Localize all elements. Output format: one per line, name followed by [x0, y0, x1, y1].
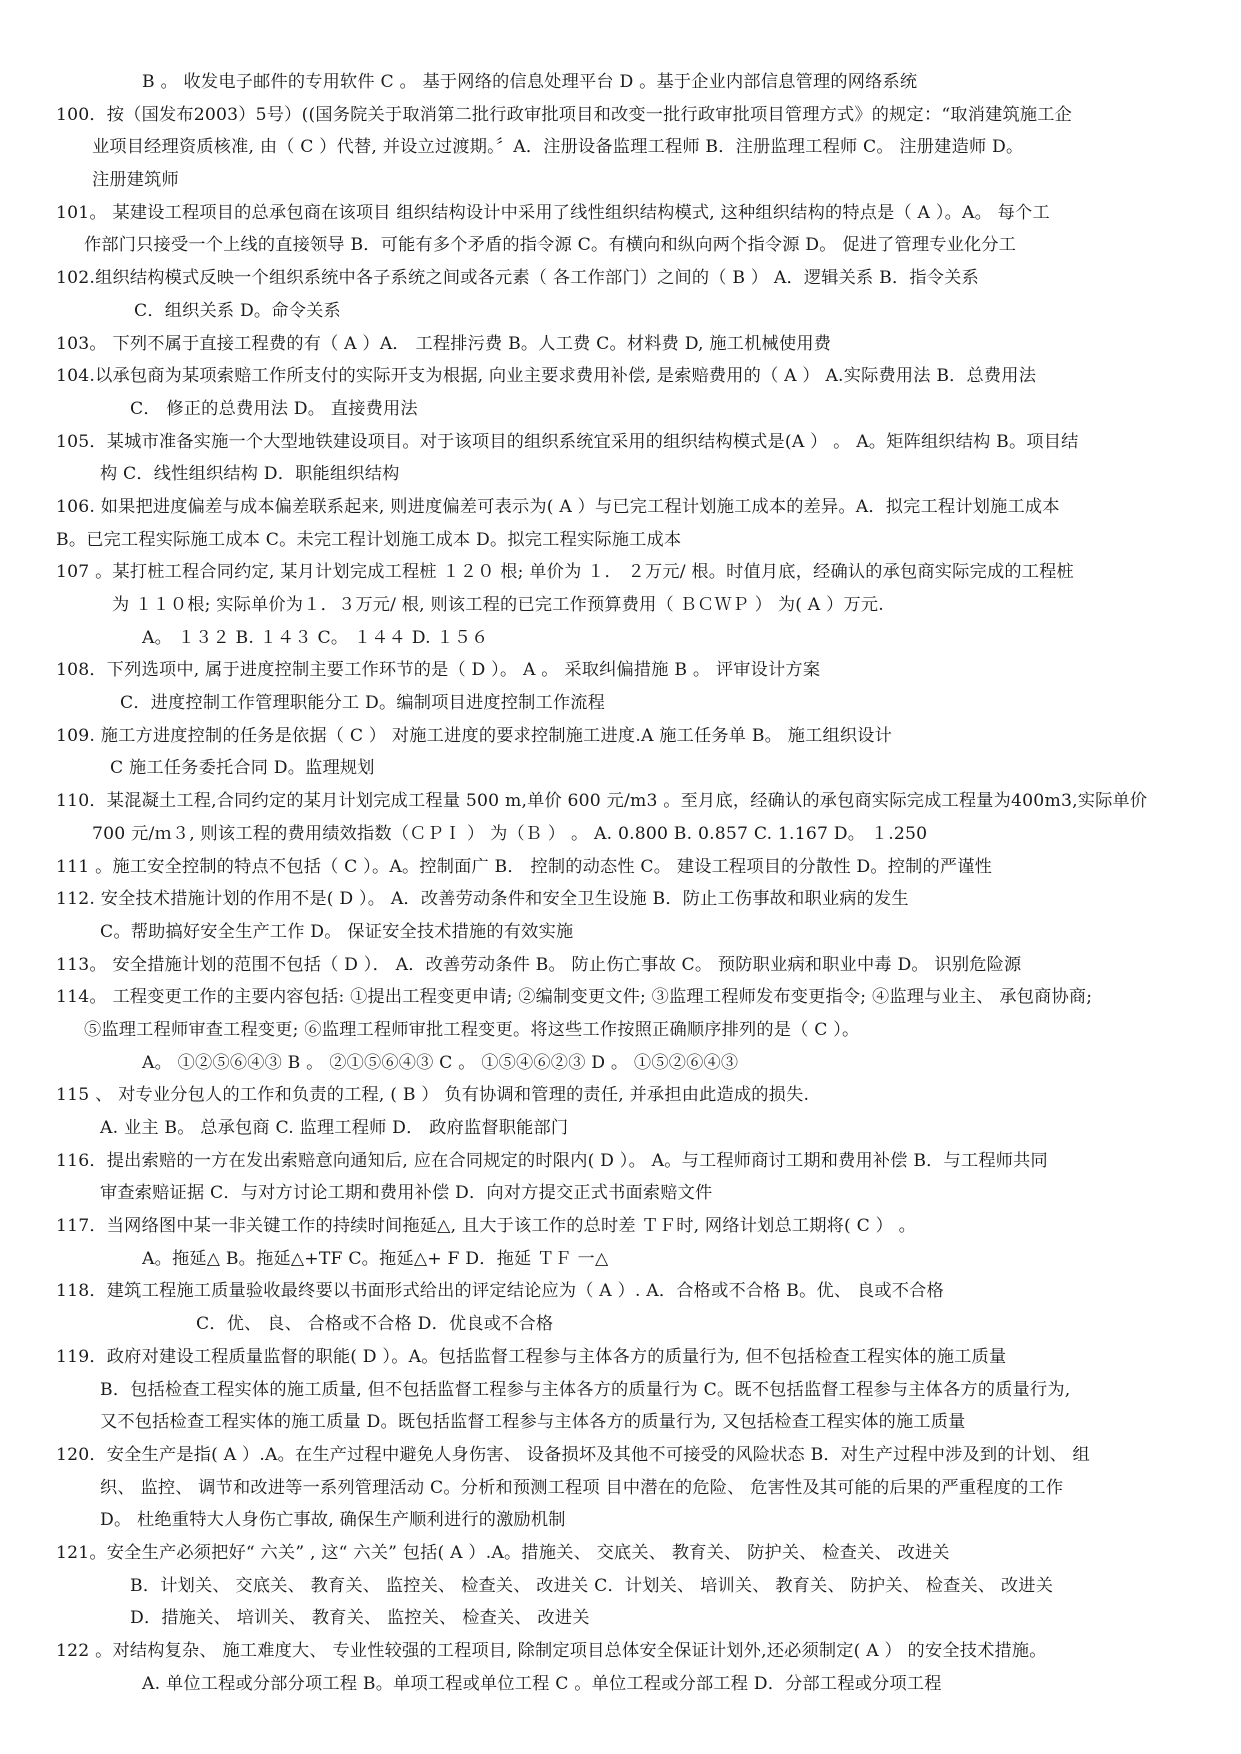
text-line: A。 ①②⑤⑥④③ B 。 ②①⑤⑥④③ C 。 ①⑤④⑥②③ D 。 ①⑤②⑥④③	[142, 1052, 739, 1073]
text-line: B 。 收发电子邮件的专用软件 C 。 基于网络的信息处理平台 D 。基于企业内部信息管理的网络系统	[142, 72, 918, 92]
question-113: 113。 安全措施计划的范围不包括（ D ）． A．改善劳动条件 B。 防止伤亡事故 C。 预防职业病和职业中毒 D。 识别危险源	[56, 954, 1022, 975]
text-line: A。拖延△ B。拖延△+TF C。拖延△+ F D．拖延 ＴＦ 一△	[142, 1248, 609, 1269]
text-line: ⑤监理工程师审查工程变更; ⑥监理工程师审批工程变更。将这些工作按照正确顺序排列的是（ C ）。	[84, 1019, 860, 1040]
text-line: 又不包括检查工程实体的施工质量 D。既包括监督工程参与主体各方的质量行为, 又包括检查工程实体的施工质量	[100, 1412, 966, 1433]
question-119: 119．政府对建设工程质量监督的职能( D ）。A。包括监督工程参与主体各方的质量行为, 但不包括检查工程实体的施工质量	[56, 1346, 1007, 1367]
text-line: C．优、 良、 合格或不合格 D．优良或不合格	[196, 1314, 554, 1335]
text-line: C。帮助搞好安全生产工作 D。 保证安全技术措施的有效实施	[100, 921, 574, 942]
question-111: 111 。施工安全控制的特点不包括（ C ）。A。控制面广 B． 控制的动态性 C。 建设工程项目的分散性 D。控制的严谨性	[56, 856, 993, 877]
text-line: 700 元/ｍ３, 则该工程的费用绩效指数（ＣＰＩ ） 为（Ｂ ） 。 A. 0.800 B. 0.857 C. 1.167 D。 １.250	[92, 823, 928, 844]
question-115: 115 、 对专业分包人的工作和负责的工程, ( B ） 负有协调和管理的责任, 并承担由此造成的损失.	[56, 1085, 810, 1106]
question-102: 102.组织结构模式反映一个组织系统中各子系统之间或各元素（ 各工作部门）之间的（ B ） A．逻辑关系 B．指令关系	[56, 268, 979, 289]
text-line: B。已完工程实际施工成本 C。未完工程计划施工成本 D。拟完工程实际施工成本	[56, 529, 682, 550]
text-line: 为 １１０根; 实际单价为１．３万元/ 根, 则该工程的已完工作预算费用（ ＢＣＷＰ ） 为( A ）万元.	[112, 595, 884, 615]
question-107: 107 。某打桩工程合同约定, 某月计划完成工程桩 １２０ 根; 单价为 １． ２万元/ 根。时值月底，经确认的承包商实际完成的工程桩	[56, 562, 1074, 583]
text-line: A. 业主 B。 总承包商 C. 监理工程师 D． 政府监督职能部门	[100, 1118, 569, 1138]
question-122: 122 。对结构复杂、 施工难度大、 专业性较强的工程项目, 除制定项目总体安全保证计划外,还必须制定( A ） 的安全技术措施。	[56, 1641, 1047, 1661]
question-106: 106. 如果把进度偏差与成本偏差联系起来, 则进度偏差可表示为( A ）与已完工程计划施工成本的差异。A．拟完工程计划施工成本	[56, 496, 1060, 517]
text-line: D．措施关、 培训关、 教育关、 监控关、 检查关、 改进关	[130, 1608, 590, 1629]
text-line: C 施工任务委托合同 D。监理规划	[110, 758, 375, 779]
text-line: C． 修正的总费用法 D。 直接费用法	[130, 398, 418, 419]
question-101: 101。 某建设工程项目的总承包商在该项目 组织结构设计中采用了线性组织结构模式, 这种组织结构的特点是（ A ）。A。 每个工	[56, 202, 1050, 223]
question-117: 117．当网络图中某一非关键工作的持续时间拖延△, 且大于该工作的总时差 ＴＦ时, 网络计划总工期将( C ） 。	[56, 1216, 917, 1237]
question-118: 118．建筑工程施工质量验收最终要以书面形式给出的评定结论应为（ A ）. A．合格或不合格 B。优、 良或不合格	[56, 1281, 944, 1302]
text-line: C．组织关系 D。命令关系	[134, 300, 341, 321]
text-line: B．计划关、 交底关、 教育关、 监控关、 检查关、 改进关 C．计划关、 培训关、 教育关、 防护关、 检查关、 改进关	[130, 1575, 1054, 1596]
question-104: 104.以承包商为某项索赔工作所支付的实际开支为根据, 向业主要求费用补偿, 是索赔费用的（ A ） A.实际费用法 B．总费用法	[56, 366, 1037, 387]
question-121: 121。安全生产必须把好“ 六关” , 这“ 六关” 包括( A ）.A。措施关、 交底关、 教育关、 防护关、 检查关、 改进关	[56, 1542, 950, 1563]
question-120: 120．安全生产是指( A ）.A。在生产过程中避免人身伤害、 设备损坏及其他不可接受的风险状态 B．对生产过程中涉及到的计划、 组	[56, 1444, 1090, 1465]
text-line: C．进度控制工作管理职能分工 D。编制项目进度控制工作流程	[120, 693, 606, 714]
text-line: A。 １３２ B. １４３ C。 １４４ D. １５６	[142, 627, 489, 648]
text-line: A. 单位工程或分部分项工程 B。单项工程或单位工程 C 。单位工程或分部工程 D．分部工程或分项工程	[142, 1673, 942, 1694]
question-110: 110．某混凝土工程,合同约定的某月计划完成工程量 500 m,单价 600 元/m3 。至月底，经确认的承包商实际完成工程量为400m3,实际单价	[56, 791, 1148, 812]
text-line: B．包括检查工程实体的施工质量, 但不包括监督工程参与主体各方的质量行为 C。既不包括监督工程参与主体各方的质量行为,	[100, 1379, 1071, 1400]
question-114: 114。 工程变更工作的主要内容包括: ①提出工程变更申请; ②编制变更文件; ③监理工程师发布变更指令; ④监理与业主、 承包商协商;	[56, 987, 1093, 1008]
question-105: 105．某城市准备实施一个大型地铁建设项目。对于该项目的组织系统宜采用的组织结构模式是(A ） 。 A。矩阵组织结构 B。项目结	[56, 431, 1079, 452]
text-line: 注册建筑师	[92, 170, 179, 191]
text-line: 审查索赔证据 C．与对方讨论工期和费用补偿 D．向对方提交正式书面索赔文件	[100, 1183, 713, 1204]
text-line: 业项目经理资质核准, 由（ C ）代替, 并设立过渡期。〞A．注册设备监理工程师 B．注册监理工程师 C。 注册建造师 D。	[92, 137, 1024, 158]
question-109: 109. 施工方进度控制的任务是依据（ C ） 对施工进度的要求控制施工进度.A 施工任务单 B。 施工组织设计	[56, 725, 893, 746]
text-line: 织、 监控、 调节和改进等一系列管理活动 C。分析和预测工程项 目中潜在的危险、 危害性及其可能的后果的严重程度的工作	[100, 1477, 1064, 1498]
question-116: 116．提出索赔的一方在发出索赔意向通知后, 应在合同规定的时限内( D ）。 A。与工程师商讨工期和费用补偿 B．与工程师共同	[56, 1150, 1048, 1171]
text-line: D。 杜绝重特大人身伤亡事故, 确保生产顺利进行的激励机制	[100, 1510, 566, 1531]
text-line: 作部门只接受一个上线的直接领导 B．可能有多个矛盾的指令源 C。有横向和纵向两个指令源 D。 促进了管理专业化分工	[84, 235, 1017, 256]
question-100: 100．按（国发布2003）5号）((国务院关于取消第二批行政审批项目和改变一批行政审批项目管理方式》的规定：“取消建筑施工企	[56, 104, 1073, 125]
question-112: 112. 安全技术措施计划的作用不是( D ）。 A．改善劳动条件和安全卫生设施 B．防止工伤事故和职业病的发生	[56, 889, 909, 910]
text-line: 构 C．线性组织结构 D．职能组织结构	[100, 464, 400, 485]
question-108: 108．下列选项中, 属于进度控制主要工作环节的是（ D ）。 A 。 采取纠偏措施 B 。 评审设计方案	[56, 660, 821, 681]
question-103: 103。 下列不属于直接工程费的有（ A ）A． 工程排污费 B。人工费 C。材料费 D, 施工机械使用费	[56, 333, 832, 354]
